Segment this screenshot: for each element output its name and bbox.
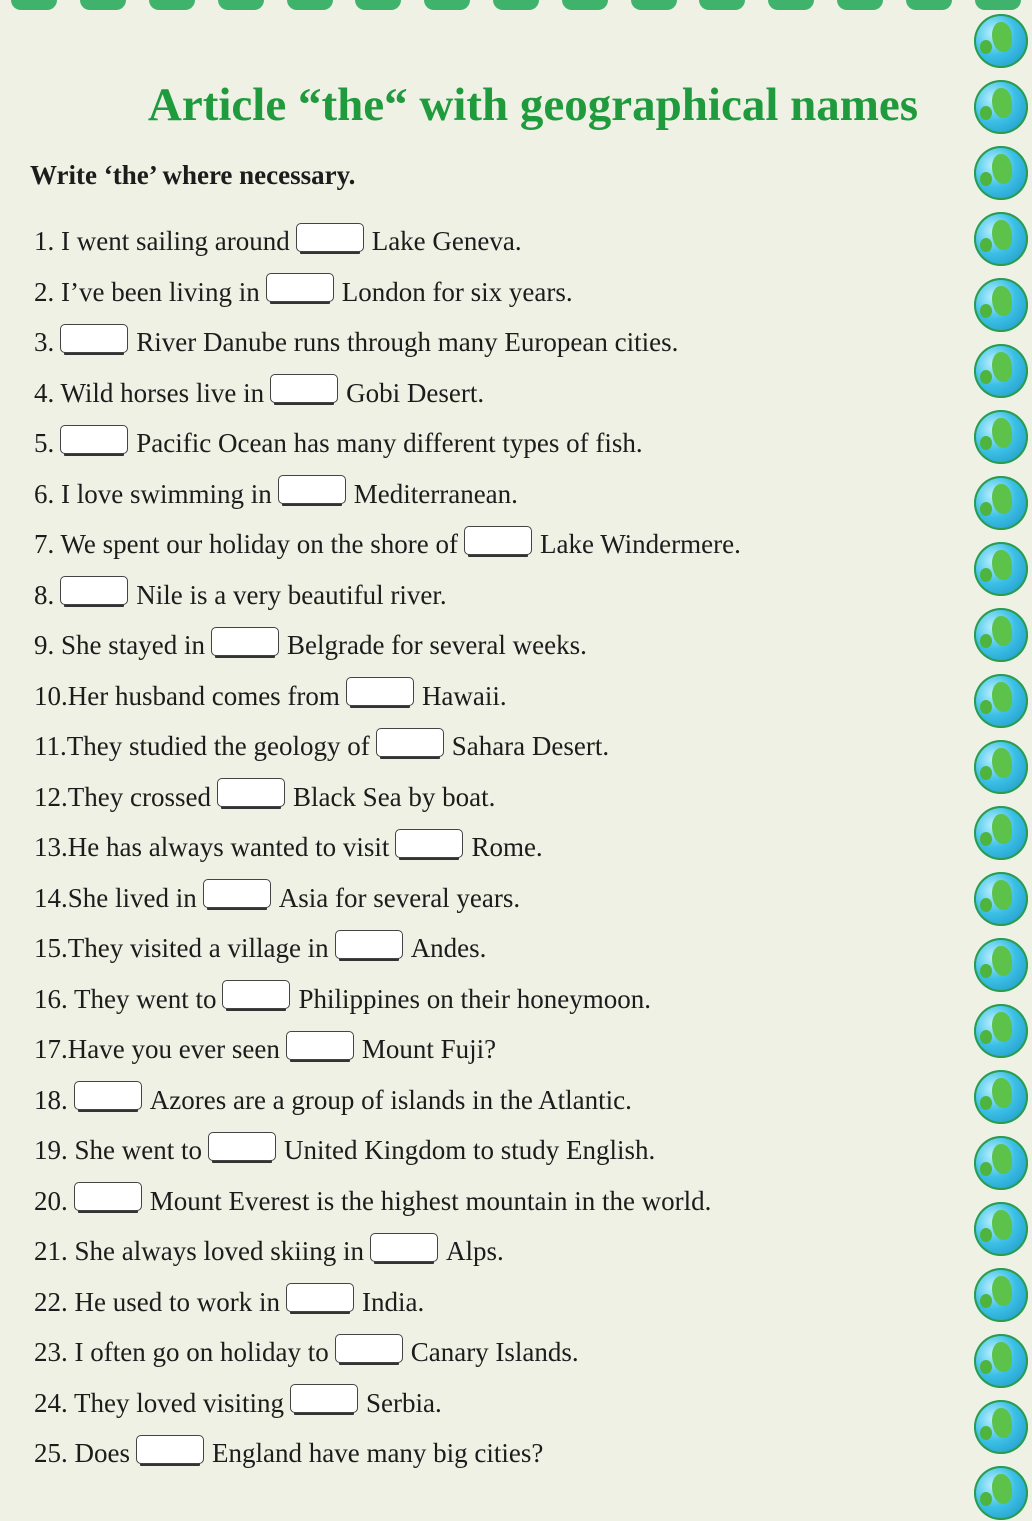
question-text-after: Alps. (445, 1236, 504, 1267)
question-text-after: United Kingdom to study English. (284, 1135, 656, 1166)
question-text-after: London for six years. (341, 276, 573, 307)
globe-icon (974, 1070, 1028, 1124)
question-item (34, 1024, 964, 1075)
top-decorative-border (0, 0, 1032, 10)
answer-blank-input[interactable] (266, 273, 334, 302)
question-item (34, 1277, 964, 1328)
question-text-before: 24. They loved visiting (34, 1387, 284, 1418)
globe-icon (974, 806, 1028, 860)
globe-icon (974, 608, 1028, 662)
question-text-after: Mount Everest is the highest mountain in the world. (149, 1185, 712, 1216)
question-text-before: 4. Wild horses live in (34, 377, 265, 408)
globe-icon (974, 1400, 1028, 1454)
question-text-before: 11.They studied the geology of (34, 731, 370, 762)
question-text-after: Black Sea by boat. (292, 781, 496, 812)
question-item (34, 519, 964, 570)
question-list (34, 216, 964, 1479)
question-text-before: 8. (34, 579, 55, 610)
question-text-before: 12.They crossed (34, 781, 211, 812)
question-text-before: 6. I love swimming in (34, 478, 272, 509)
question-item (34, 1125, 964, 1176)
question-item (34, 1226, 964, 1277)
answer-blank-input[interactable] (286, 1031, 354, 1060)
globe-icon (974, 1202, 1028, 1256)
answer-blank-input[interactable] (346, 677, 414, 706)
question-text-before: 21. She always loved skiing in (34, 1236, 364, 1267)
question-text-before: 14.She lived in (34, 882, 197, 913)
question-text-before: 18. (34, 1084, 68, 1115)
globe-icon (974, 212, 1028, 266)
globe-icon (974, 278, 1028, 332)
question-text-before: 9. She stayed in (34, 630, 205, 661)
globe-icon (974, 1334, 1028, 1388)
question-text-before: 3. (34, 327, 55, 358)
answer-blank-input[interactable] (208, 1132, 276, 1161)
question-item (34, 216, 964, 267)
question-item (34, 267, 964, 318)
question-text-before: 1. I went sailing around (34, 226, 290, 257)
question-item (34, 1428, 964, 1479)
globe-icon (974, 146, 1028, 200)
question-item (34, 368, 964, 419)
globe-icon (974, 674, 1028, 728)
question-text-before: 10.Her husband comes from (34, 680, 340, 711)
globe-icon (974, 14, 1028, 68)
question-text-after: Azores are a group of islands in the Atlantic. (149, 1084, 632, 1115)
question-item (34, 1176, 964, 1227)
answer-blank-input[interactable] (286, 1283, 354, 1312)
globe-icon (974, 872, 1028, 926)
question-text-after: River Danube runs through many European cities. (136, 327, 679, 358)
question-item (34, 974, 964, 1025)
answer-blank-input[interactable] (395, 829, 463, 858)
answer-blank-input[interactable] (464, 526, 532, 555)
question-text-after: Mediterranean. (353, 478, 518, 509)
answer-blank-input[interactable] (278, 475, 346, 504)
question-text-after: Mount Fuji? (361, 1034, 497, 1065)
question-item (34, 721, 964, 772)
answer-blank-input[interactable] (203, 879, 271, 908)
answer-blank-input[interactable] (74, 1081, 142, 1110)
globe-icon (974, 938, 1028, 992)
question-text-after: Sahara Desert. (451, 731, 610, 762)
answer-blank-input[interactable] (335, 930, 403, 959)
question-item (34, 1075, 964, 1126)
question-text-after: Hawaii. (421, 680, 507, 711)
question-text-after: Belgrade for several weeks. (286, 630, 587, 661)
question-text-after: England have many big cities? (212, 1438, 544, 1469)
question-text-after: Lake Windermere. (540, 529, 741, 560)
answer-blank-input[interactable] (376, 728, 444, 757)
answer-blank-input[interactable] (60, 425, 128, 454)
answer-blank-input[interactable] (217, 778, 285, 807)
instruction-text: Write ‘the’ where necessary. (30, 160, 356, 190)
question-item (34, 620, 964, 671)
question-text-after: Philippines on their honeymoon. (298, 983, 651, 1014)
globe-icon (974, 740, 1028, 794)
question-text-before: 17.Have you ever seen (34, 1034, 280, 1065)
globe-icon (974, 344, 1028, 398)
answer-blank-input[interactable] (222, 980, 290, 1009)
question-text-before: 22. He used to work in (34, 1286, 280, 1317)
question-text-before: 16. They went to (34, 983, 217, 1014)
question-item (34, 570, 964, 621)
answer-blank-input[interactable] (136, 1435, 204, 1464)
question-item (34, 873, 964, 924)
question-text-after: Nile is a very beautiful river. (136, 579, 447, 610)
question-item (34, 1378, 964, 1429)
answer-blank-input[interactable] (270, 374, 338, 403)
globe-icon (974, 542, 1028, 596)
question-text-after: Serbia. (366, 1387, 442, 1418)
worksheet-title: Article “the“ with geographical names (147, 79, 919, 131)
question-text-after: Rome. (471, 832, 543, 863)
question-item (34, 923, 964, 974)
question-text-before: 15.They visited a village in (34, 933, 329, 964)
question-text-after: Pacific Ocean has many different types of fish. (136, 428, 643, 459)
globe-icon (974, 410, 1028, 464)
question-text-after: Lake Geneva. (371, 226, 522, 257)
question-item (34, 469, 964, 520)
question-text-after: Canary Islands. (410, 1337, 579, 1368)
globe-icon (974, 1466, 1028, 1520)
globe-icon (974, 1268, 1028, 1322)
globe-border (970, 0, 1032, 1521)
question-text-after: Asia for several years. (278, 882, 521, 913)
answer-blank-input[interactable] (335, 1334, 403, 1363)
question-text-after: Gobi Desert. (346, 377, 485, 408)
answer-blank-input[interactable] (211, 627, 279, 656)
answer-blank-input[interactable] (74, 1182, 142, 1211)
question-item (34, 822, 964, 873)
question-text-before: 19. She went to (34, 1135, 202, 1166)
question-item (34, 772, 964, 823)
question-text-before: 20. (34, 1185, 68, 1216)
question-text-after: Andes. (410, 933, 487, 964)
question-text-before: 2. I’ve been living in (34, 276, 260, 307)
question-text-before: 7. We spent our holiday on the shore of (34, 529, 458, 560)
globe-icon (974, 1004, 1028, 1058)
answer-blank-input[interactable] (370, 1233, 438, 1262)
question-text-before: 5. (34, 428, 55, 459)
answer-blank-input[interactable] (60, 576, 128, 605)
answer-blank-input[interactable] (60, 324, 128, 353)
question-item (34, 418, 964, 469)
question-item (34, 317, 964, 368)
question-text-before: 25. Does (34, 1438, 130, 1469)
globe-icon (974, 1136, 1028, 1190)
question-item (34, 671, 964, 722)
question-text-before: 23. I often go on holiday to (34, 1337, 329, 1368)
question-text-after: India. (361, 1286, 425, 1317)
question-item (34, 1327, 964, 1378)
answer-blank-input[interactable] (290, 1384, 358, 1413)
answer-blank-input[interactable] (296, 223, 364, 252)
question-text-before: 13.He has always wanted to visit (34, 832, 390, 863)
globe-icon (974, 476, 1028, 530)
